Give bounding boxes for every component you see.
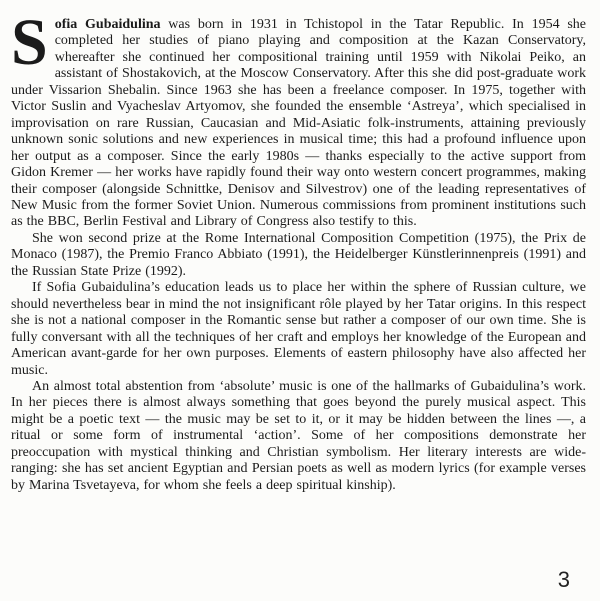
biography-text-block (11, 6, 587, 494)
paragraph-education: If Sofia Gubaidulina’s education leads us to place her within the sphere of Russian culture, we should nevertheless bear in mind the not insignificant rôle played by her Tatar origins. In this respect she is not a national composer in the Romantic sense but rather a composer of our own time. She is fully conversant with all the techniques of her craft and employs her knowledge of the European and American avant-garde for her own purposes. Elements of eastern philosophy have also affected her music. (11, 280, 586, 378)
page-number: 3 (557, 567, 570, 592)
paragraph-style: An almost total abstention from ‘absolute’ music is one of the hallmarks of Gubaidulina’s work. In her pieces there is almost always something that goes beyond the purely musical aspect. This might be a poetic text — the music may be set to it, or it may be hidden between the lines —, a ritual or some form of instrumental ‘action’. Some of her compositions demonstrate her preoccupation with mystical thinking and Christian symbolism. Her literary interests are wide-ranging: she has set ancient Egyptian and Persian poets as well as modern lyrics (for example verses by Marina Tsvetayeva, for whom she feels a deep spiritual kinship). (11, 378, 586, 493)
paragraph-1-text: was born in 1931 in Tchistopol in the Tatar Republic. In 1954 she completed her studies of piano playing and composition at the Kazan Conservatory, whereafter she continued her compositional training until 1959 with Nikolai Peiko, an assistant of Shostakovich, at the Moscow Conservatory. After this she did post-graduate work under Vissarion Shebalin. Since 1963 she has been a freelance composer. In 1975, together with Victor Suslin and Vyacheslav Artyomov, she founded the ensemble ‘Astreya’, which specialised in improvisation on rare Russian, Caucasian and Mid-Asiatic folk-instruments, attaining previously unknown sonic solutions and new experiences in musical time; this had a profound influence upon her output as a composer. Since the early 1980s — thanks especially to the active support from Gidon Kremer — her works have rapidly found their way onto western concert programmes, making their composer (alongside Schnittke, Denisov and Silvestrov) one of the leading representatives of New Music from the former Soviet Union. Numerous commissions from prominent institutions such as the BBC, Berlin Festival and Library of Congress also testify to this. (11, 17, 587, 230)
paragraph-biography-1 (11, 6, 587, 231)
composer-name-bold: ofia Gubaidulina (54, 17, 161, 32)
drop-cap-letter: S (11, 6, 48, 79)
paragraph-prizes: She won second prize at the Rome International Composition Competition (1975), the Prix de Monaco (1987), the Premio Franco Abbiato (1991), the Heidelberger Künstlerinnenpreis (1991) and the Russian State Prize (1992). (11, 230, 586, 279)
